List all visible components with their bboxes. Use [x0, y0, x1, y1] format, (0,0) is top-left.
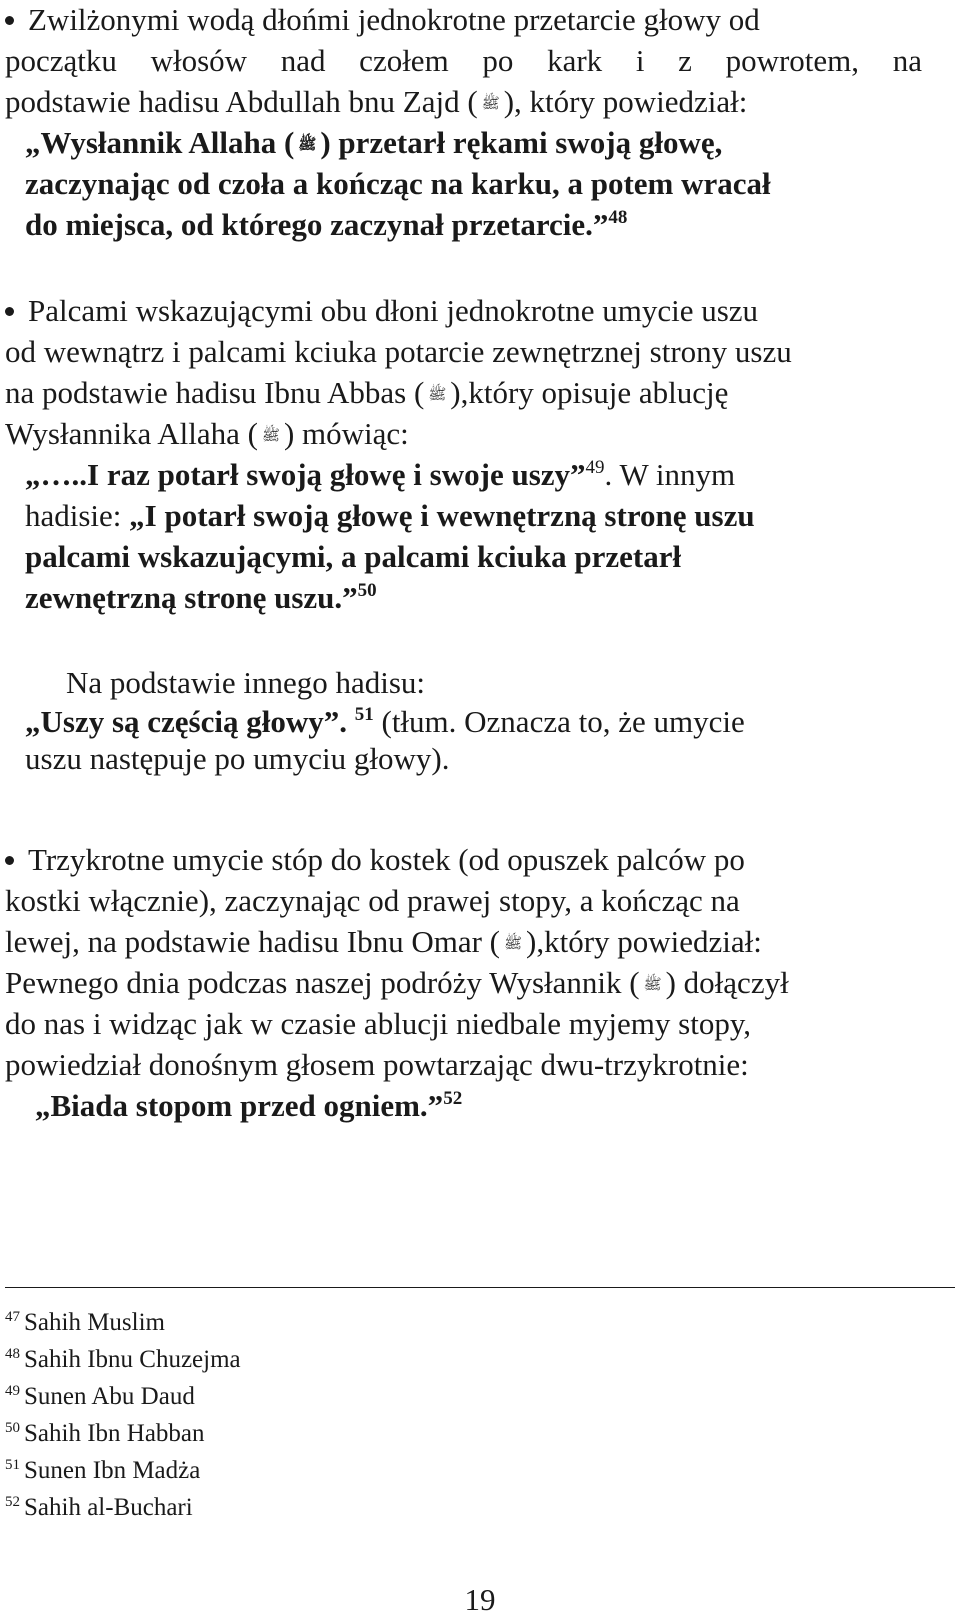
p4-line-2: kostki włącznie), zaczynając od prawej stopy, a kończąc na	[5, 883, 740, 918]
bullet-icon	[5, 856, 14, 865]
bullet-icon	[5, 16, 14, 25]
footnote-50: $^{50}$ Sahih Ibn Habban	[5, 1420, 205, 1447]
p4-line-4: Pewnego dnia podczas naszej podróży Wysłannik ( ﷺ ) dołączył	[5, 965, 789, 1000]
p2-line-6: hadisie: „I potarł swoją głowę i wewnętrzną stronę uszu	[25, 498, 755, 533]
footnote-49: $^{49}$ Sunen Abu Daud	[5, 1383, 195, 1410]
p2-line-5: „…..I raz potarł swoją głowę i swoje uszy”$^{49}$. W innym	[25, 457, 736, 492]
honorific-icon: ﷺ	[261, 425, 281, 444]
footnote-ref: 48	[608, 207, 628, 228]
p2-line-1: Palcami wskazującymi obu dłoni jednokrotne umycie uszu	[5, 293, 758, 329]
honorific-icon: ﷺ	[481, 93, 500, 112]
p4-line-5: do nas i widząc jak w czasie ablucji niedbale myjemy stopy,	[5, 1006, 752, 1041]
p3-line-3: uszu następuje po umyciu głowy).	[25, 741, 450, 776]
footnote-48: $^{48}$ Sahih Ibnu Chuzejma	[5, 1346, 241, 1373]
p2-line-8: zewnętrzną stronę uszu.”$^{50}$	[25, 580, 377, 615]
page-number: 19	[464, 1582, 496, 1617]
footnote-ref: 51	[354, 704, 374, 725]
p1-line-2	[5, 43, 922, 79]
footnote-ref: 52	[443, 1088, 463, 1109]
p1-l1: Zwilżonymi wodą dłońmi jednokrotne przetarcie głowy od	[28, 2, 760, 37]
p4-line-6: powiedział donośnym głosem powtarzając dwu-trzykrotnie:	[5, 1047, 749, 1082]
p1-line-5: zaczynając od czoła a kończąc na karku, a potem wracał	[25, 166, 771, 201]
footnote-47: $^{47}$ Sahih Muslim	[5, 1309, 165, 1336]
p3-line-1: Na podstawie innego hadisu:	[66, 665, 426, 700]
p1-l2: początku włosów nad czołem po kark i z powrotem, na	[5, 43, 922, 78]
p1-line-1	[5, 2, 922, 38]
p2-line-3: na podstawie hadisu Ibnu Abbas ( ﷺ ),który opisuje ablucję	[5, 375, 729, 410]
p2-line-2: od wewnątrz i palcami kciuka potarcie zewnętrznej strony uszu	[5, 334, 792, 369]
p2-line-7: palcami wskazującymi, a palcami kciuka przetarł	[25, 539, 682, 574]
p1-line-6: do miejsca, od którego zaczynał przetarcie.”$^{48}$	[25, 207, 628, 242]
p4-line-7: „Biada stopom przed ogniem.”$^{52}$	[35, 1088, 463, 1123]
p2-line-4: Wysłannika Allaha ( ﷺ ) mówiąc:	[5, 416, 409, 451]
footnote-divider	[5, 1287, 955, 1288]
p3-line-2: „Uszy są częścią głowy”. $^{51}$ (tłum. Oznacza to, że umycie	[25, 704, 745, 739]
footnote-52: $^{52}$ Sahih al-Buchari	[5, 1494, 193, 1521]
p4-line-3: lewej, na podstawie hadisu Ibnu Omar ( ﷺ ),który powiedział:	[5, 924, 762, 959]
honorific-icon: ﷺ	[503, 933, 523, 952]
honorific-icon: ﷺ	[298, 134, 317, 153]
footnote-51: $^{51}$ Sunen Ibn Madża	[5, 1457, 201, 1484]
footnote-ref: 49	[585, 457, 605, 478]
bullet-icon	[5, 307, 14, 316]
p1-line-4: „Wysłannik Allaha ( ﷺ ) przetarł rękami swoją głowę,	[25, 125, 723, 160]
p1-line-3: podstawie hadisu Abdullah bnu Zajd ( ﷺ ), który powiedział:	[5, 84, 748, 119]
honorific-icon: ﷺ	[428, 384, 447, 403]
p4-line-1: Trzykrotne umycie stóp do kostek (od opuszek palców po	[5, 842, 745, 878]
footnote-ref: 50	[357, 580, 377, 601]
honorific-icon: ﷺ	[643, 974, 662, 993]
